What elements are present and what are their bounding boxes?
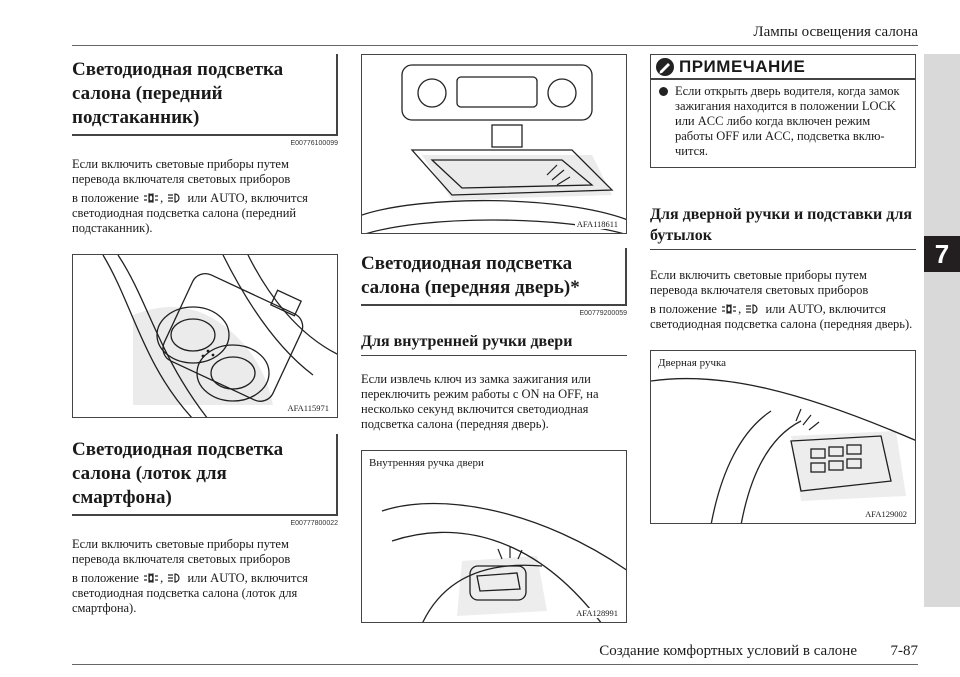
figure-code: AFA115971 xyxy=(287,403,329,413)
section-title-cupholder: Светодиодная подсветка салона (передний подстаканник) xyxy=(72,54,338,136)
note-text: Если открыть дверь водителя, когда замок зажигания находится в положении LOCK или ACC либо когда включен режим работы OFF или ACC, подсветка вклю- чится. xyxy=(675,84,900,158)
paragraph: Если извлечь ключ из замка зажигания или переключить режим работы с ON на OFF, на несколько секунд включится светодиодная подсветка салона (передняя дверь). xyxy=(361,372,599,431)
door-handle-illustration xyxy=(651,351,916,524)
subsection-title-inner-handle: Для внутренней ручки двери xyxy=(361,329,627,356)
text-fragment: в положение xyxy=(72,191,139,205)
section-title-front-door: Светодиодная подсветка салона (передняя дверь)* xyxy=(361,248,627,306)
subsection-title-door-handle: Для дверной ручки и подставки для бутылок xyxy=(650,202,916,250)
header-rule xyxy=(72,45,918,46)
section-title-phone-tray: Светодиодная подсветка салона (лоток для смартфона) xyxy=(72,434,338,516)
text-fragment: в положение xyxy=(650,302,717,316)
figure-code: AFA118611 xyxy=(576,219,618,229)
figure-inner-handle xyxy=(361,450,627,623)
figure-caption: Дверная ручка xyxy=(658,357,727,369)
column-2 xyxy=(361,54,627,623)
paragraph: Если включить световые приборы путем перевода включателя световых приборов xyxy=(72,157,291,186)
section-text xyxy=(72,537,338,616)
section-code: E00777800022 xyxy=(290,520,338,527)
note-box xyxy=(650,54,916,168)
footer-section: Создание комфортных условий в салоне xyxy=(599,643,857,659)
section-code: E00776100099 xyxy=(290,140,338,147)
paragraph: Если включить световые приборы путем перевода включателя световых приборов xyxy=(650,268,869,297)
parking-light-icon xyxy=(722,304,736,314)
parking-light-icon xyxy=(144,193,158,203)
paragraph xyxy=(72,191,338,236)
section-text xyxy=(361,372,627,432)
side-tab-strip xyxy=(924,54,960,607)
headlight-icon xyxy=(168,193,182,203)
note-header xyxy=(651,54,915,80)
text-fragment: , xyxy=(738,302,742,316)
note-title: ПРИМЕЧАНИЕ xyxy=(679,56,806,76)
figure-caption: Внутренняя ручка двери xyxy=(369,457,484,469)
text-fragment: или AUTO, включится светодиодная подсветка салона (передняя дверь). xyxy=(650,302,913,331)
column-1 xyxy=(72,54,338,620)
page-number: 7-87 xyxy=(890,643,918,659)
text-fragment: или AUTO, включится светодиодная подсветка салона (лоток для смартфона). xyxy=(72,571,308,615)
page-footer xyxy=(560,643,918,660)
figure-code: AFA128991 xyxy=(576,608,618,618)
section-text xyxy=(650,268,916,332)
pencil-icon xyxy=(655,57,675,77)
paragraph: Если включить световые приборы путем перевода включателя световых приборов xyxy=(72,537,291,566)
figure-cupholder xyxy=(72,254,338,418)
note-item xyxy=(651,80,915,167)
footer-rule xyxy=(72,664,918,665)
inner-handle-illustration xyxy=(362,451,627,623)
text-fragment: , xyxy=(160,191,164,205)
figure-phone-tray xyxy=(361,54,627,234)
column-3 xyxy=(650,54,916,524)
text-fragment: в положение xyxy=(72,571,139,585)
parking-light-icon xyxy=(144,573,158,583)
bullet-icon xyxy=(659,87,668,96)
phone-tray-illustration xyxy=(362,55,627,234)
headlight-icon xyxy=(168,573,182,583)
section-code: E00779200059 xyxy=(579,310,627,317)
headlight-icon xyxy=(746,304,760,314)
page-header: Лампы освещения салона xyxy=(753,24,918,40)
paragraph xyxy=(72,571,338,616)
text-fragment: или AUTO, включится светодиодная подсветка салона (передний подстаканник). xyxy=(72,191,308,235)
figure-code: AFA129002 xyxy=(865,509,907,519)
chapter-tab[interactable]: 7 xyxy=(924,236,960,272)
figure-door-handle xyxy=(650,350,916,524)
cupholder-illustration xyxy=(73,255,338,418)
paragraph xyxy=(650,302,916,332)
section-text xyxy=(72,157,338,236)
text-fragment: , xyxy=(160,571,164,585)
